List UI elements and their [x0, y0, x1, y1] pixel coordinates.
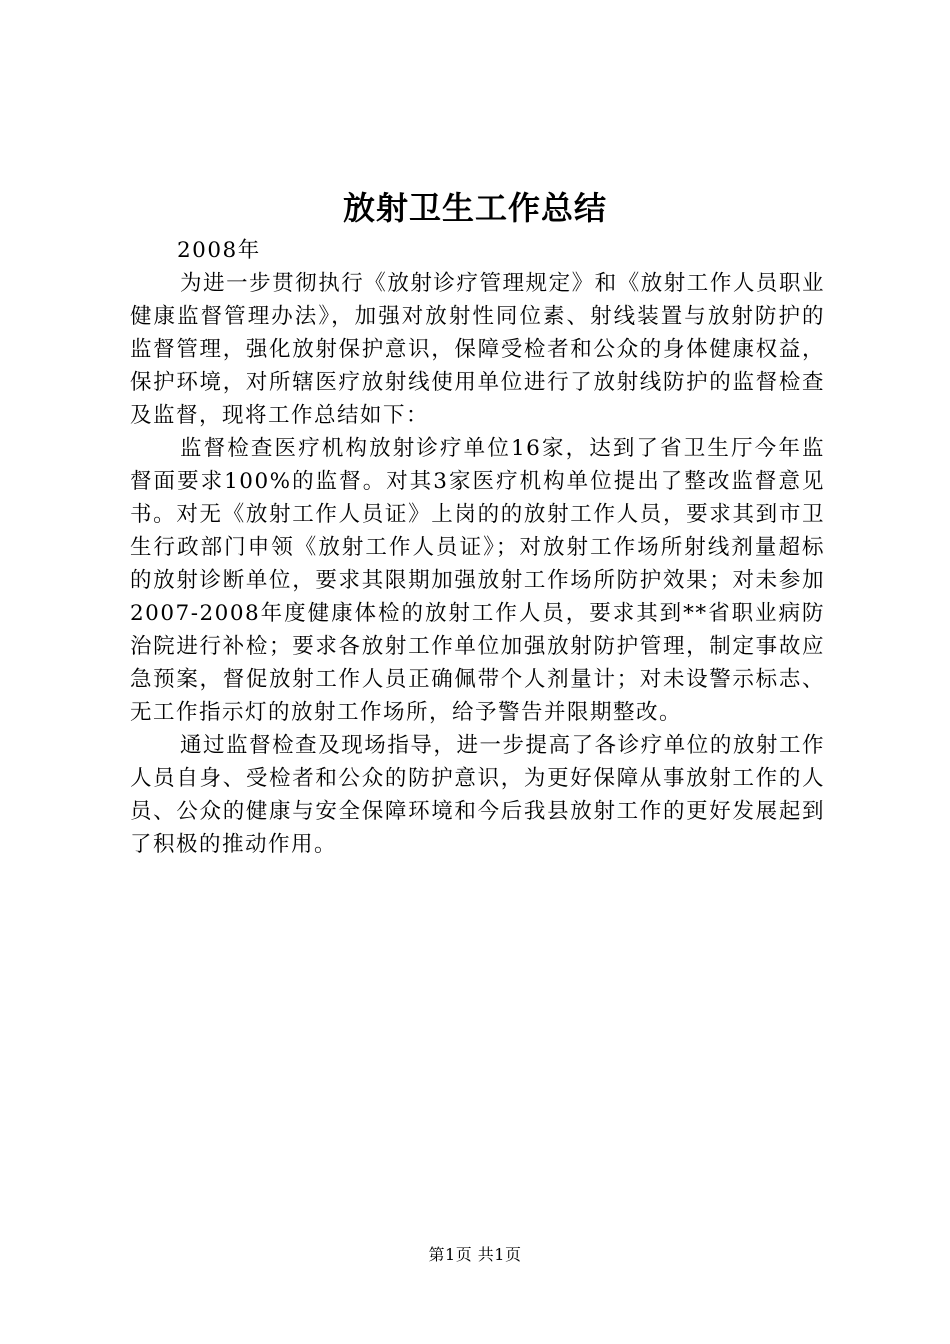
- paragraph-intro: 为进一步贯彻执行《放射诊疗管理规定》和《放射工作人员职业健康监督管理办法》，加强对放射性同位素、射线装置与放射防护的监督管理，强化放射保护意识，保障受检者和公众的身体健康权益，保护环境，对所辖医疗放射线使用单位进行了放射线防护的监督检查及监督，现将工作总结如下：: [130, 271, 825, 428]
- paragraph-conclusion: 通过监督检查及现场指导，进一步提高了各诊疗单位的放射工作人员自身、受检者和公众的防护意识，为更好保障从事放射工作的人员、公众的健康与安全保障环境和今后我县放射工作的更好发展起到了积极的推动作用。: [130, 733, 825, 857]
- document-body: [130, 234, 825, 861]
- document-date: 2008年: [177, 238, 261, 263]
- page-number-footer: 第1页 共1页: [428, 1245, 522, 1264]
- paragraph-inspection: 监督检查医疗机构放射诊疗单位16家，达到了省卫生厅今年监督面要求100%的监督。对其3家医疗机构单位提出了整改监督意见书。对无《放射工作人员证》上岗的的放射工作人员，要求其到市卫生行政部门申领《放射工作人员证》；对放射工作场所射线剂量超标的放射诊断单位，要求其限期加强放射工作场所防护效果；对未参加2007-2008年度健康体检的放射工作人员，要求其到**省职业病防治院进行补检；要求各放射工作单位加强放射防护管理，制定事故应急预案，督促放射工作人员正确佩带个人剂量计；对未设警示标志、无工作指示灯的放射工作场所，给予警告并限期整改。: [130, 436, 825, 725]
- document-title: 放射卫生工作总结: [342, 189, 607, 227]
